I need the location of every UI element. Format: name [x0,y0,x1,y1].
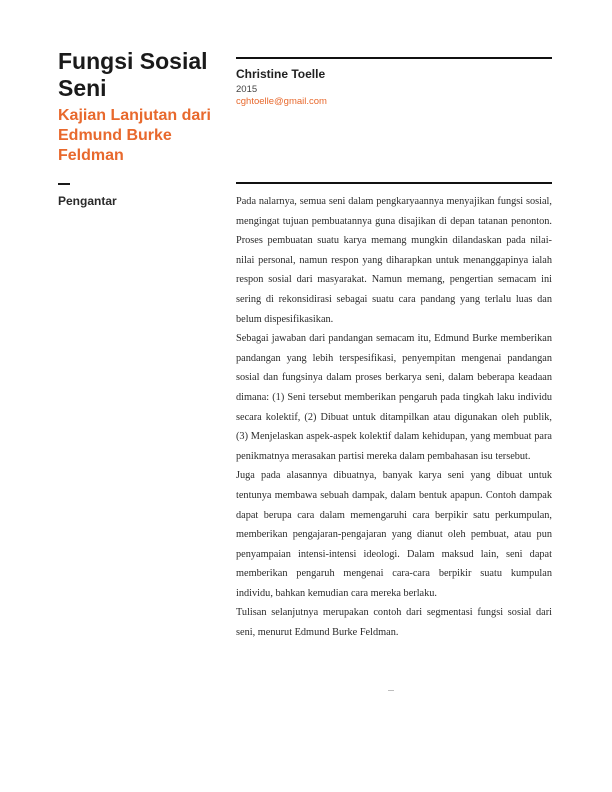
section-heading: Pengantar [58,194,117,208]
paragraph: Sebagai jawaban dari pandangan semacam itu, Edmund Burke memberikan pandangan yang lebih terspesifikasi, penyempitan mengenai pandangan sosial dan fungsinya dalam proses berkarya seni, dalam beberapa keadaan dimana: (1) Seni tersebut memberikan pengaruh pada tingkah laku individu secara kolektif, (2) Dibuat untuk ditampilkan atau digunakan oleh publik, (3) Menjelaskan aspek-aspek kolektif dalam kehidupan, yang membuat para penikmatnya merasakan partisi mereka dalam pembahasan isu tersebut. [236,333,552,462]
top-rule [236,57,552,59]
title-divider [58,183,70,185]
continuation-ellipsis: ... [388,684,394,693]
paragraph: Juga pada alasannya dibuatnya, banyak karya seni yang dibuat untuk tentunya membawa sebuah dampak, dalam bentuk apapun. Contoh dampak dapat berupa cara dalam memengaruhi cara berpikir satu perkumpulan, memberikan pengajaran-pengajaran yang dianut oleh pembuat, atau pun penyampaian intensi-intensi ideologi. Dalam maksud lain, seni dapat memberikan pengaruh mengenai cara-cara berpikir suatu kumpulan individu, bahkan kemudian cara mereka berlaku. [236,470,552,599]
author-name: Christine Toelle [236,67,326,81]
document-title: Fungsi Sosial Seni [58,48,208,101]
author-email-link[interactable]: cghtoelle@gmail.com [236,96,327,107]
section-rule [236,182,552,184]
author-block [236,67,552,107]
paragraph: Tulisan selanjutnya merupakan contoh dari segmentasi fungsi sosial dari seni, menurut Edmund Burke Feldman. [236,607,552,639]
publication-year: 2015 [236,84,258,95]
document-subtitle: Kajian Lanjutan dari Edmund Burke Feldman [58,107,211,164]
title-block [58,48,218,185]
body-text [236,192,552,643]
paragraph: Pada nalarnya, semua seni dalam pengkaryaannya menyajikan fungsi sosial, mengingat tujuan pembuatannya guna disajikan di depan tatanan penonton. Proses pembuatan suatu karya memang mungkin dilandaskan pada nilai-nilai personal, namun respon yang diharapkan untuk menanggapinya ialah respon sosial dari masyarakat. Namun memang, pengertian semacam ini sering di rekonsidirasi sebagai suatu cara pandang yang terlalu luas dan belum dispesifikasikan. [236,196,552,325]
